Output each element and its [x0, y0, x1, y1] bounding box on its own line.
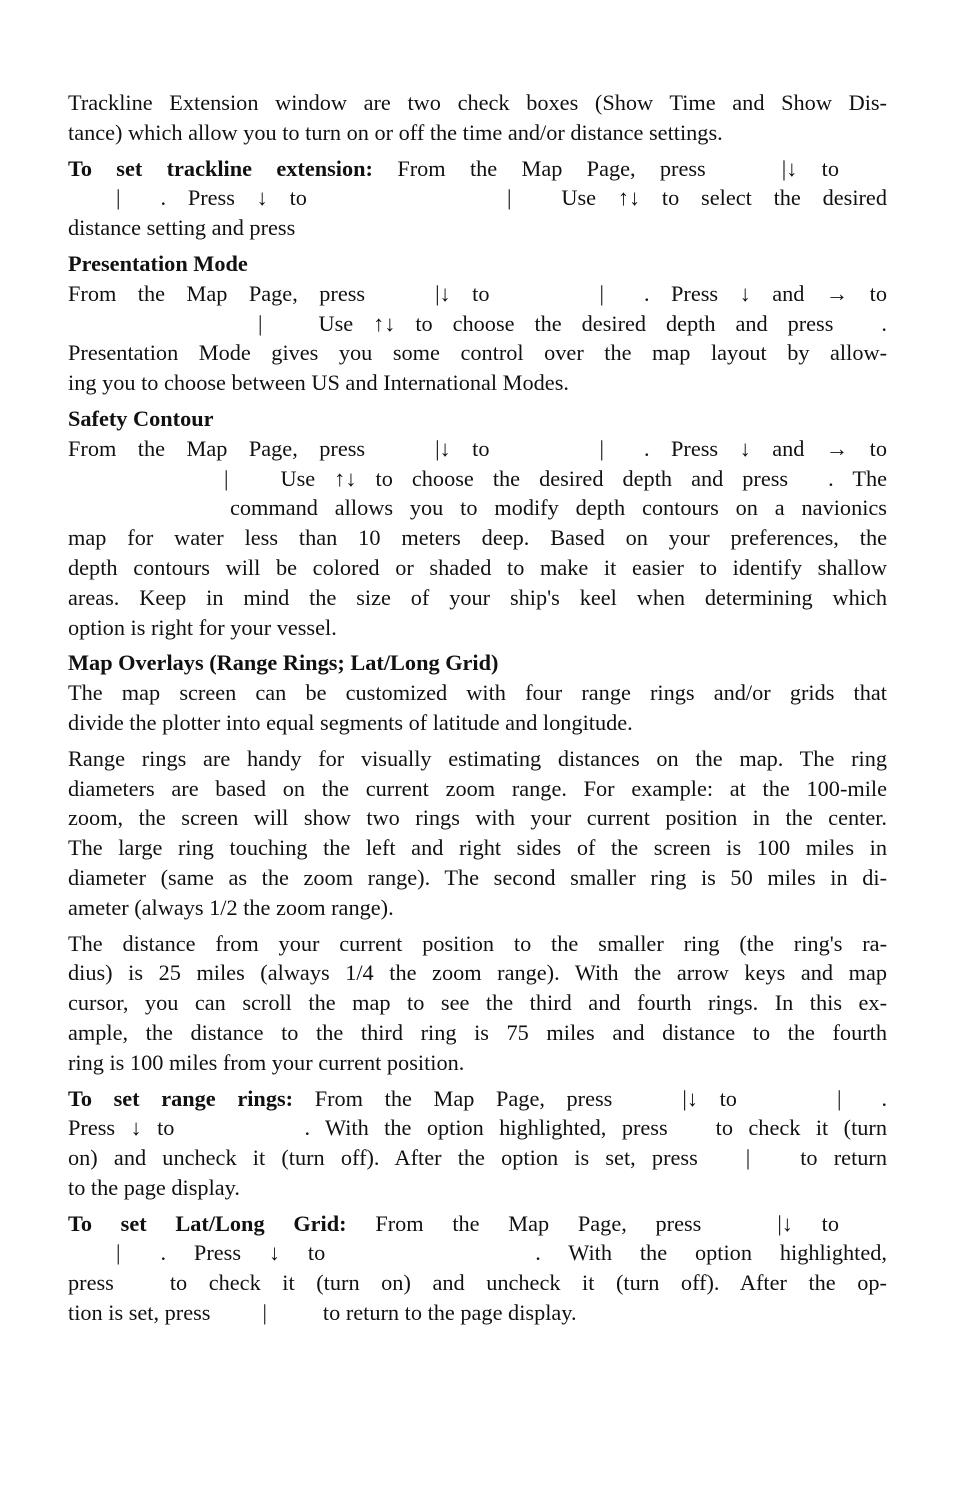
text-line: Presentation Mode gives you some control over the map layout by allow-	[68, 340, 887, 366]
text-line: cursor, you can scroll the map to see the third and fourth rings. In this ex-	[68, 990, 887, 1016]
text-line: zoom, the screen will show two rings with your current position in the center.	[68, 805, 887, 831]
text-fragment: |↓ to	[682, 1085, 737, 1111]
paragraph-set-range-rings	[68, 1084, 887, 1203]
text-fragment: |	[506, 185, 512, 211]
text-line: The map screen can be customized with four range rings and/or grids that	[68, 680, 887, 706]
text-line: Range rings are handy for visually estimating distances on the map. The ring	[68, 745, 887, 771]
text-fragment: |↓ to	[777, 1210, 840, 1236]
text-fragment: |	[262, 1300, 267, 1326]
text-fragment: |↓ to	[781, 155, 840, 181]
paragraph-trackline-intro	[68, 88, 887, 148]
text-line: areas. Keep in mind the size of your ship's keel when determining which	[68, 584, 887, 610]
text-fragment: to check it (turn	[715, 1115, 887, 1141]
section-presentation-mode	[68, 249, 887, 398]
paragraph-overlays-intro	[68, 678, 887, 738]
paragraph-range-rings	[68, 744, 887, 923]
text-fragment: |	[836, 1085, 842, 1111]
text-fragment: |	[599, 435, 604, 461]
paragraph-set-trackline	[68, 154, 887, 243]
text-line: ing you to choose between US and International Modes.	[68, 370, 569, 396]
text-fragment: |	[258, 310, 263, 336]
text-line	[68, 1113, 887, 1143]
text-fragment: |	[116, 1240, 121, 1266]
text-line	[68, 279, 887, 309]
text-line: tance) which allow you to turn on or off the time and/or distance settings.	[68, 119, 723, 145]
text-fragment: . With the option highlighted,	[535, 1240, 887, 1266]
section-heading: Safety Contour	[68, 405, 214, 431]
text-line	[68, 183, 887, 213]
text-fragment: |	[745, 1145, 751, 1171]
text-line: distance setting and press	[68, 215, 296, 241]
text-line	[68, 1143, 887, 1173]
paragraph-set-latlong-grid	[68, 1209, 887, 1328]
text-line: diameter (same as the zoom range). The second smaller ring is 50 miles in di-	[68, 864, 887, 890]
paragraph-ring-distance	[68, 929, 887, 1078]
text-fragment: |	[599, 280, 604, 306]
text-fragment: .	[881, 310, 887, 336]
section-map-overlays	[68, 648, 887, 1077]
instruction-lead: To set trackline extension:	[68, 155, 373, 181]
text-line	[68, 1084, 887, 1114]
text-line: to the page display.	[68, 1174, 240, 1200]
text-fragment: . Press ↓ and → to	[643, 435, 887, 461]
instruction-lead: To set range rings:	[68, 1085, 294, 1111]
text-fragment: to return to the page display.	[322, 1300, 577, 1326]
text-line: The large ring touching the left and right sides of the screen is 100 miles in	[68, 835, 887, 861]
section-heading: Map Overlays (Range Rings; Lat/Long Grid)	[68, 650, 499, 676]
text-line	[68, 1238, 887, 1268]
text-fragment: Use ↑↓ to select the desired	[561, 185, 887, 211]
text-line	[68, 464, 887, 494]
text-fragment: |↓ to	[435, 435, 490, 461]
text-fragment: From the Map Page, press	[397, 155, 706, 181]
text-line: diameters are based on the current zoom range. For example: at the 100-mile	[68, 775, 887, 801]
text-line: dius) is 25 miles (always 1/4 the zoom range). With the arrow keys and map	[68, 960, 887, 986]
text-line: depth contours will be colored or shaded to make it easier to identify shallow	[68, 554, 887, 580]
text-fragment: . The	[828, 465, 887, 491]
text-fragment: . Press ↓ to	[160, 185, 307, 211]
text-line	[68, 434, 887, 464]
text-fragment: |	[116, 185, 121, 211]
text-fragment: to return	[800, 1145, 887, 1171]
text-fragment: . With the option highlighted, press	[304, 1115, 668, 1141]
text-fragment: to check it (turn on) and uncheck it (turn off). After the op-	[169, 1270, 887, 1296]
text-line: option is right for your vessel.	[68, 614, 337, 640]
text-line	[68, 1298, 887, 1328]
text-line: map for water less than 10 meters deep. Based on your preferences, the	[68, 525, 887, 551]
text-fragment: From the Map Page, press	[68, 280, 366, 306]
text-fragment: .	[881, 1085, 888, 1111]
text-line: ameter (always 1/2 the zoom range).	[68, 894, 394, 920]
text-line: The distance from your current position to the smaller ring (the ring's ra-	[68, 930, 887, 956]
text-line	[68, 1209, 887, 1239]
text-line: Trackline Extension window are two check boxes (Show Time and Show Dis-	[68, 90, 887, 115]
text-line: command allows you to modify depth contours on a navionics	[230, 495, 887, 521]
text-fragment: From the Map Page, press	[68, 435, 366, 461]
text-fragment: Use ↑↓ to choose the desired depth and press	[318, 310, 834, 336]
text-fragment: on) and uncheck it (turn off). After the option is set, press	[68, 1145, 698, 1171]
text-line: ring is 100 miles from your current position.	[68, 1049, 465, 1075]
text-line	[68, 154, 887, 184]
paragraph-presentation	[68, 279, 887, 398]
text-fragment: Use ↑↓ to choose the desired depth and press	[280, 465, 789, 491]
text-fragment: tion is set, press	[68, 1300, 211, 1326]
paragraph-safety	[68, 434, 887, 643]
text-fragment: From the Map Page, press	[375, 1210, 702, 1236]
text-line: divide the plotter into equal segments of latitude and longitude.	[68, 709, 633, 735]
text-fragment: . Press ↓ and → to	[643, 280, 887, 306]
section-heading: Presentation Mode	[68, 250, 248, 276]
text-line	[68, 1268, 887, 1298]
text-line: ample, the distance to the third ring is 75 miles and distance to the fourth	[68, 1019, 887, 1045]
text-fragment: . Press ↓ to	[160, 1240, 326, 1266]
text-fragment: Press ↓ to	[68, 1115, 175, 1141]
instruction-lead: To set Lat/Long Grid:	[68, 1210, 347, 1236]
text-fragment: press	[68, 1270, 114, 1296]
manual-page	[68, 88, 887, 1334]
text-fragment: From the Map Page, press	[314, 1085, 613, 1111]
text-fragment: |↓ to	[435, 280, 490, 306]
text-line	[68, 309, 887, 339]
text-fragment: |	[224, 465, 229, 491]
section-safety-contour	[68, 404, 887, 642]
